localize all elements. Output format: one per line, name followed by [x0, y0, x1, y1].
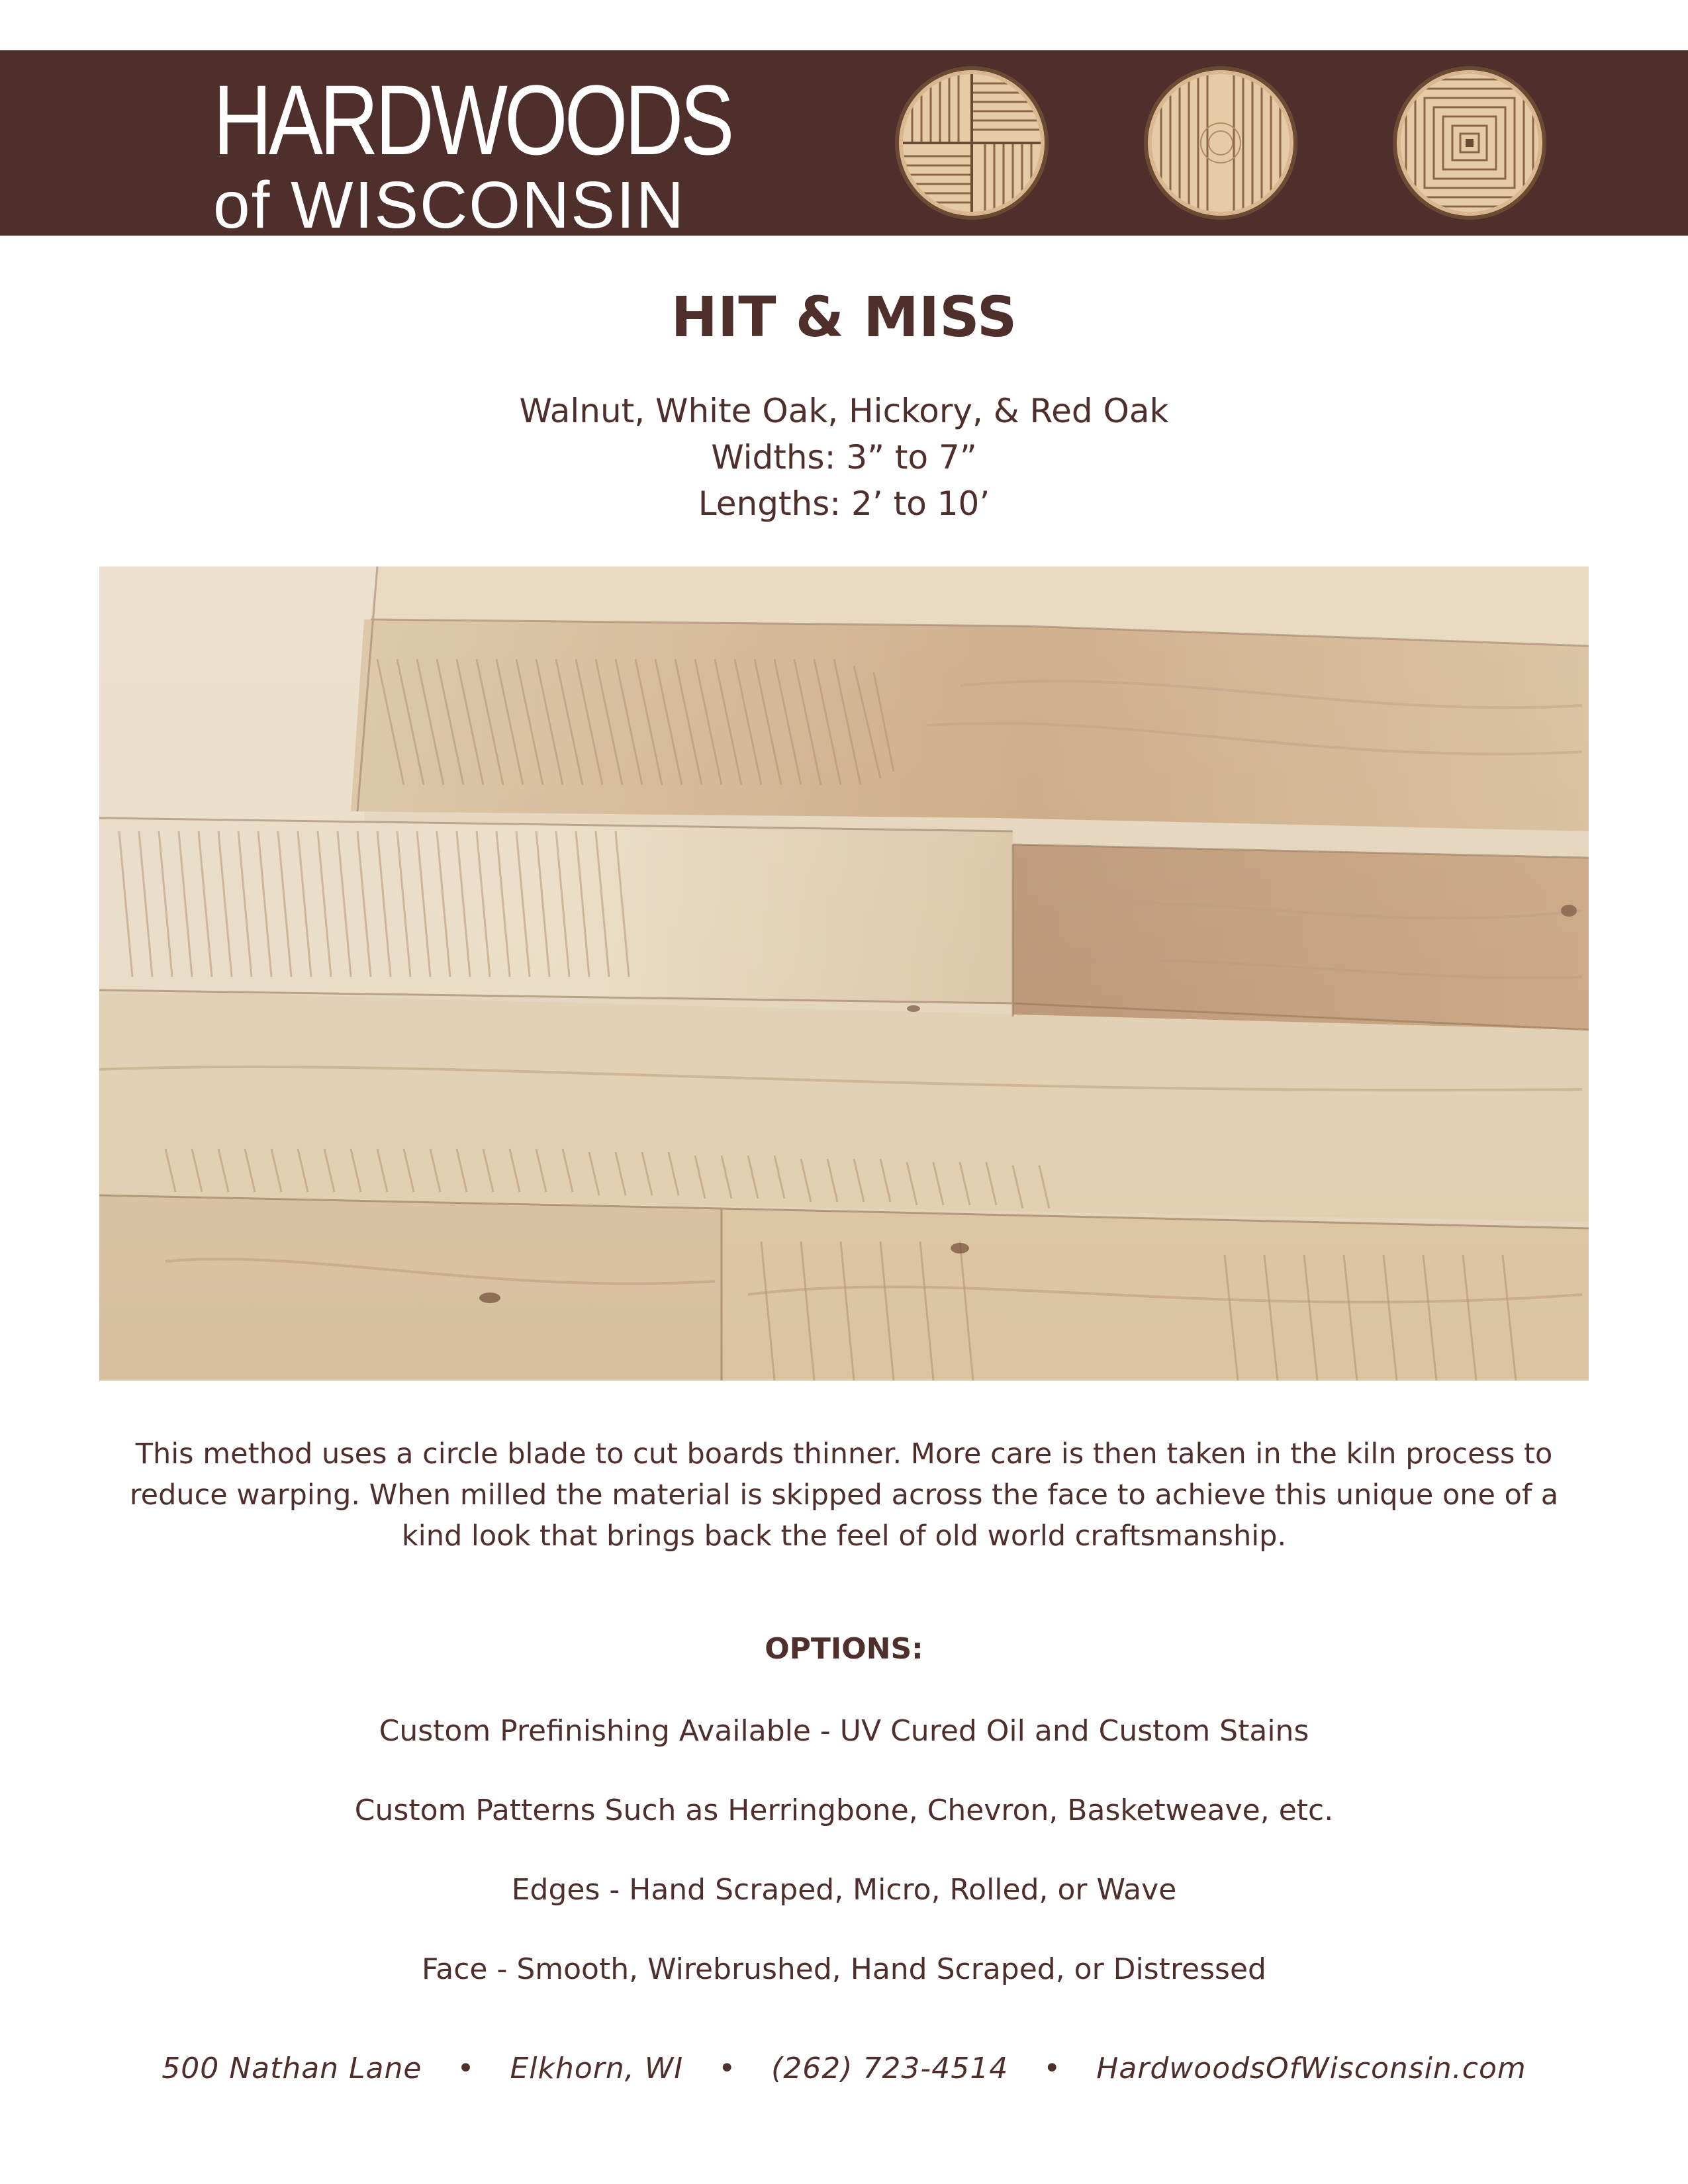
- species-line: Walnut, White Oak, Hickory, & Red Oak: [519, 392, 1169, 430]
- product-title: HIT & MISS: [671, 285, 1017, 349]
- lengths-line: Lengths: 2’ to 10’: [698, 484, 990, 523]
- product-specs: [0, 388, 1688, 527]
- contact-footer: [0, 2052, 1688, 2085]
- bullet-separator: •: [457, 2052, 475, 2085]
- option-item: Face - Smooth, Wirebrushed, Hand Scraped, or Distressed: [422, 1952, 1266, 1986]
- header-banner: [0, 50, 1688, 242]
- options-heading: OPTIONS:: [765, 1632, 923, 1666]
- bullet-separator: •: [718, 2052, 737, 2085]
- options-list: [0, 1711, 1688, 2029]
- wood-cross-section-rift-icon: [1141, 64, 1300, 222]
- option-item: Edges - Hand Scraped, Micro, Rolled, or Wave: [511, 1873, 1177, 1907]
- wood-floor-image: [99, 567, 1589, 1381]
- footer-address: 500 Nathan Lane: [162, 2052, 422, 2085]
- footer-website-link[interactable]: HardwoodsOfWisconsin.com: [1096, 2052, 1526, 2085]
- option-item: Custom Patterns Such as Herringbone, Chevron, Basketweave, etc.: [354, 1794, 1334, 1827]
- product-description: This method uses a circle blade to cut boards thinner. More care is then taken in the kiln process to reduce warping. When milled the material is skipped across the face to achieve this unique one of a kind look that brings back the feel of old world craftsmanship.: [129, 1437, 1559, 1553]
- footer-phone[interactable]: (262) 723-4514: [771, 2052, 1009, 2085]
- company-logo[interactable]: [213, 64, 845, 242]
- logo-line-1: HARDWOODS: [213, 64, 731, 175]
- widths-line: Widths: 3” to 7”: [711, 438, 977, 477]
- wood-cross-section-concentric-icon: [1390, 64, 1549, 222]
- wood-cross-section-quartered-icon: [892, 64, 1051, 222]
- logo-line-2: of WISCONSIN: [213, 168, 685, 242]
- bullet-separator: •: [1043, 2052, 1062, 2085]
- wood-floor-photo: [99, 567, 1589, 1381]
- option-item: Custom Prefinishing Available - UV Cured Oil and Custom Stains: [379, 1714, 1309, 1748]
- footer-city: Elkhorn, WI: [510, 2052, 684, 2085]
- wood-cross-section-icons: [892, 64, 1549, 222]
